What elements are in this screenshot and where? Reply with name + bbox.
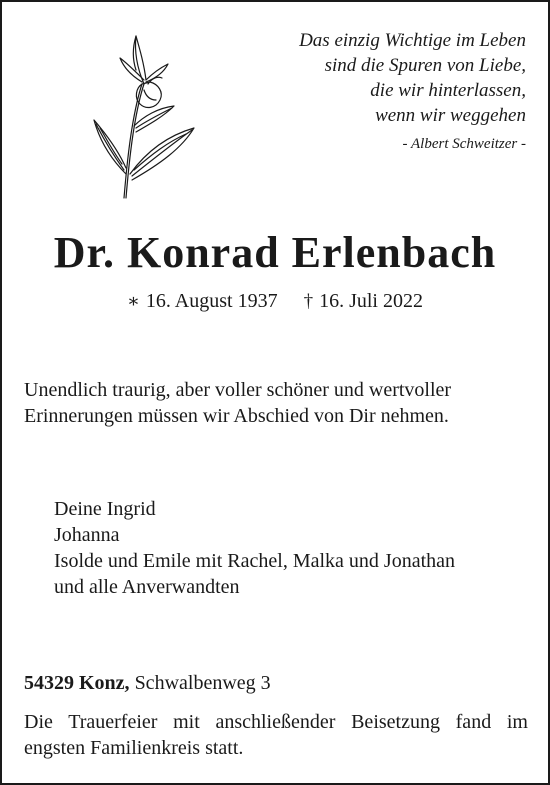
farewell-message xyxy=(24,377,528,429)
death-cross-icon: † xyxy=(303,291,314,312)
life-dates xyxy=(2,288,548,315)
orchid-flower-icon xyxy=(86,24,198,202)
family-list xyxy=(54,496,534,600)
death-date: 16. Juli 2022 xyxy=(319,290,423,312)
family-line-2: Johanna xyxy=(54,524,120,546)
deceased-name: Dr. Konrad Erlenbach xyxy=(53,228,497,277)
quote-line-1: Das einzig Wichtige im Leben xyxy=(299,30,526,51)
quote-line-4: wenn wir weggehen xyxy=(375,105,526,126)
message-line-1: Unendlich traurig, aber voller schöner und wertvoller xyxy=(24,379,452,401)
family-line-1: Deine Ingrid xyxy=(54,498,156,520)
address-street: Schwalbenweg 3 xyxy=(134,672,271,694)
birth-star-icon: ∗ xyxy=(126,291,140,312)
quote-author: - Albert Schweitzer - xyxy=(402,136,526,152)
family-line-3: Isolde und Emile mit Rachel, Malka und Jonathan xyxy=(54,550,456,572)
quote-line-2: sind die Spuren von Liebe, xyxy=(324,55,526,76)
message-line-2: Erinnerungen müssen wir Abschied von Dir nehmen. xyxy=(24,405,449,427)
quote-line-3: die wir hinterlassen, xyxy=(370,80,526,101)
quote-block xyxy=(226,28,526,157)
address-city: 54329 Konz, xyxy=(24,672,130,694)
address xyxy=(24,670,528,696)
ceremony-note: Die Trauerfeier mit anschließender Beisetzung fand im engsten Familienkreis statt. xyxy=(24,711,528,759)
family-line-4: und alle Anverwandten xyxy=(54,576,240,598)
birth-date: 16. August 1937 xyxy=(145,290,278,312)
